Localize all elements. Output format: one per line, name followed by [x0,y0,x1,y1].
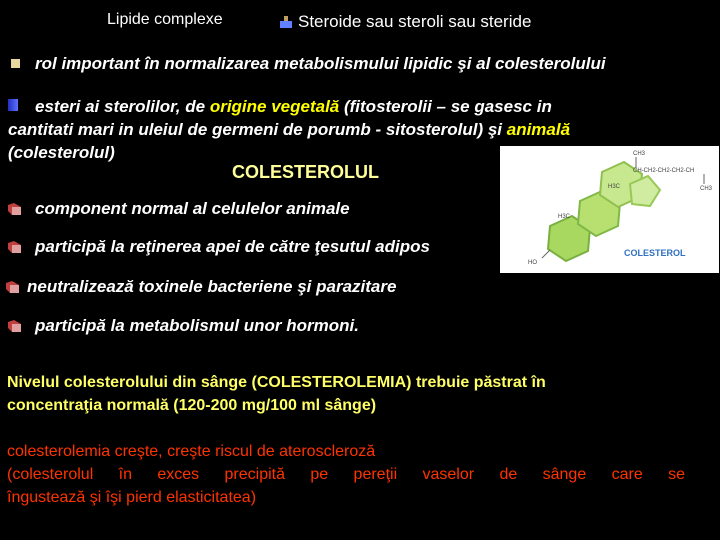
h3c-label: H3C [608,184,621,190]
text-span: (fitosterolii – se gasesc in [339,97,552,116]
item-component: component normal al celulelor animale [35,199,350,218]
text-span: esteri ai sterolilor, de [35,97,210,116]
point-esteri-line3: (colesterolul) [8,143,115,162]
ch3-label: CH3 [633,151,646,157]
bullet-icon [8,320,21,332]
ho-label: HO [528,260,537,266]
bullet-icon [8,241,21,253]
item-neutralizeaza: neutralizează toxinele bacteriene şi parazitare [27,277,397,296]
risk-line1: colesterolemia creşte, creşte riscul de ateroscleroză [7,443,376,460]
blue-bullet-icon [8,99,18,111]
origin-animal: animală [506,120,571,139]
cholesterol-structure-image [500,146,719,273]
item-hormoni: participă la metabolismul unor hormoni. [35,316,359,335]
steroid-rings-icon [500,146,719,273]
colesterol-label: COLESTEROL [624,248,686,258]
square-bullet-icon [11,59,20,68]
bullet-icon [8,203,21,215]
bullet-icon [280,16,292,28]
text-span: cantitati mari in uleiul de germeni de porumb - sitosterolul) şi [8,120,507,139]
point-rol: rol important în normalizarea metabolismului lipidic şi al colesterolului [35,54,606,73]
slide-title-left: Lipide complexe [107,11,223,28]
origin-vegetal: origine vegetală [209,97,340,116]
point-esteri-line2 [8,118,570,141]
h3c-label: H3C [558,214,571,220]
colesterolemia-line2: concentraţia normală (120-200 mg/100 ml sânge) [7,397,377,414]
ch3-label: CH3 [700,186,713,192]
side-chain-label: CH-CH2-CH2-CH2-CH [633,168,695,174]
colesterolemia-line1: Nivelul colesterolului din sânge (COLESTEROLEMIA) trebuie păstrat în [7,374,546,391]
slide-title-right: Steroide sau steroli sau steride [298,12,532,31]
item-participa-apa: participă la reţinerea apei de către ţesutul adipos [35,237,430,256]
heading-colesterolul: COLESTEROLUL [232,162,379,182]
bullet-icon [6,281,19,293]
risk-line3: îngustează şi îşi pierd elasticitatea) [7,489,257,506]
risk-line2: (colesterolul în exces precipită pe pereţii vaselor de sânge care se [7,466,685,483]
point-esteri-line1 [35,95,552,118]
